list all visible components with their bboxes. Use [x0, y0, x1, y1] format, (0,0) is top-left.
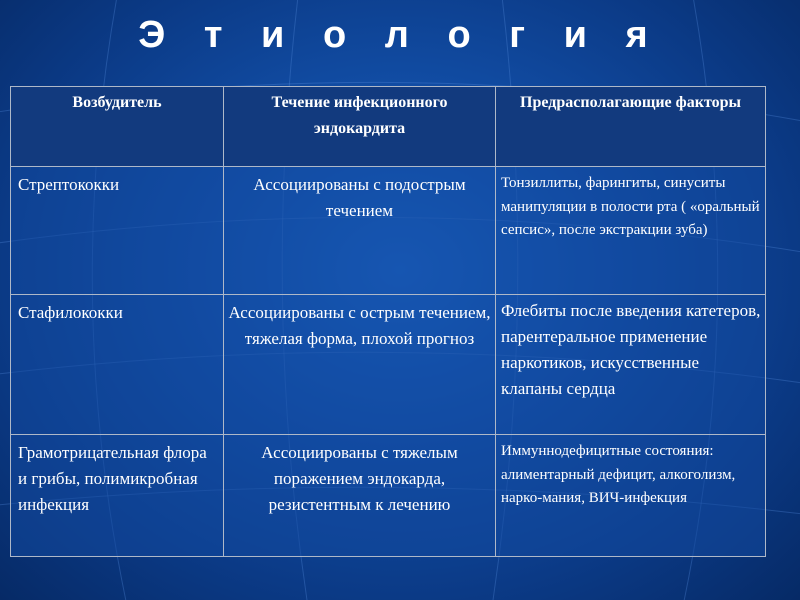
- column-header-pathogen: Возбудитель: [11, 87, 224, 167]
- course-cell: Ассоциированы с тяжелым поражением эндокарда, резистентным к лечению: [224, 435, 496, 557]
- course-cell: Ассоциированы с подострым течением: [224, 167, 496, 295]
- course-cell: Ассоциированы с острым течением, тяжелая форма, плохой прогноз: [224, 295, 496, 435]
- factors-cell: Тонзиллиты, фарингиты, синуситы манипуляции в полости рта ( «оральный сепсис», после экстракции зуба): [496, 167, 766, 295]
- factors-cell: Флебиты после введения катетеров, парентеральное применение наркотиков, искусственные клапаны сердца: [496, 295, 766, 435]
- factors-cell: Иммуннодефицитные состояния: алиментарный дефицит, алкоголизм, нарко-мания, ВИЧ-инфекция: [496, 435, 766, 557]
- pathogen-cell: Стрептококки: [11, 167, 224, 295]
- etiology-table: [10, 86, 766, 557]
- table-row: [11, 435, 766, 557]
- pathogen-cell: Стафилококки: [11, 295, 224, 435]
- slide-title: Э т и о л о г и я: [138, 14, 662, 56]
- table-row: [11, 295, 766, 435]
- pathogen-cell: Грамотрицательная флора и грибы, полимикробная инфекция: [11, 435, 224, 557]
- table-row: [11, 167, 766, 295]
- table-header-row: [11, 87, 766, 167]
- column-header-factors: Предрасполагающие факторы: [496, 87, 766, 167]
- column-header-course: Течение инфекционного эндокардита: [224, 87, 496, 167]
